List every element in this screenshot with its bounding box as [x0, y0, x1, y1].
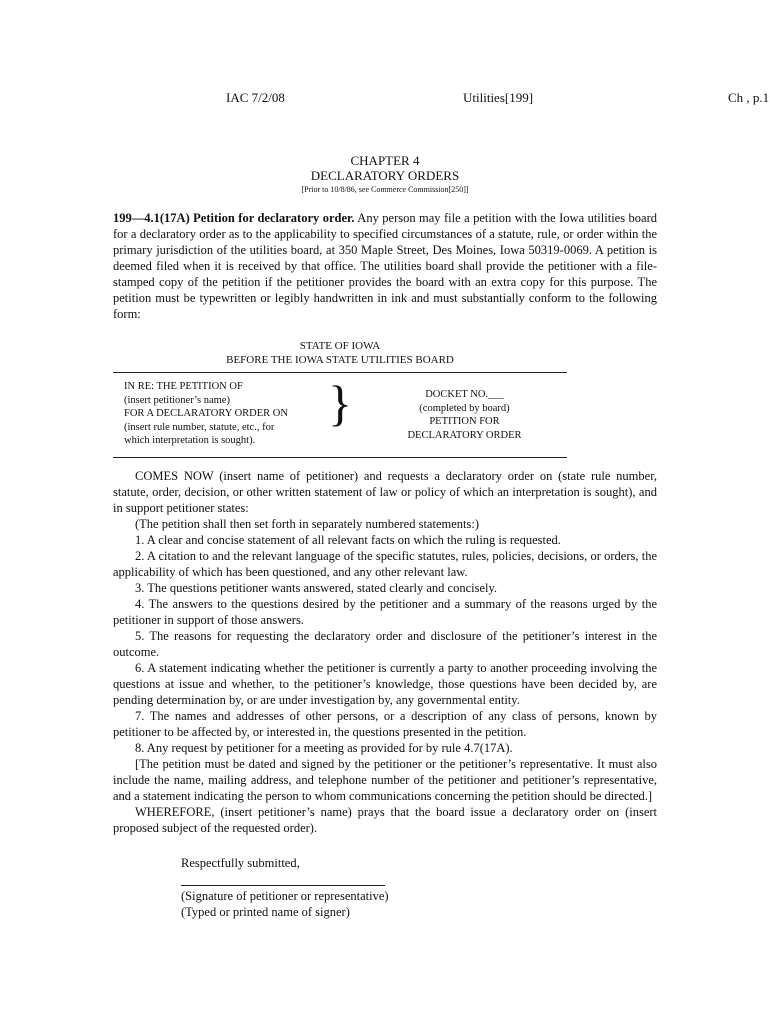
caption-left-block — [124, 380, 288, 448]
header-left-iac-date: IAC 7/2/08 — [226, 90, 285, 105]
caption-left-line: IN RE: THE PETITION OF — [124, 381, 243, 392]
caption-left-line: which interpretation is sought). — [124, 435, 256, 446]
header-agency: Utilities[199] — [463, 90, 534, 105]
numbered-statement: 7. The names and addresses of other persons, or a description of any class of persons, known by petitioner to be affected by, or interested in, the questions presented in the petition. — [113, 709, 657, 739]
docket-number: DOCKET NO.___ — [425, 389, 504, 400]
signature-line — [181, 885, 385, 886]
chapter-subtitle: DECLARATORY ORDERS — [310, 168, 460, 183]
caption-right-block — [397, 388, 532, 442]
numbered-statement: 6. A statement indicating whether the petitioner is currently a party to another proceeding involving the questions at issue and whether, to the petitioner’s knowledge, those questions have been decided by, are pending determination by, or are under investigation by, any governmental entity. — [113, 661, 657, 707]
numbered-statement: 5. The reasons for requesting the declaratory order and disclosure of the petitioner’s interest in the outcome. — [113, 629, 657, 659]
rule-text: Any person may file a petition with the Iowa utilities board for a declaratory order as to the applicability to specified circumstances of a statute, rule, or order within the primary jurisdiction of the utilities board, at 350 Maple Street, Des Moines, Iowa 50319-0069. A petition is deemed filed when it is received by that office. The utilities board shall provide the petitioner with a file-stamped copy of the petition if the petitioner provides the board with an extra copy for this purpose. The petition must be typewritten or legibly handwritten in ink and must substantially conform to the following form: — [113, 211, 657, 321]
chapter-note: [Prior to 10/8/86, see Commerce Commission[250]] — [301, 185, 469, 194]
docket-note: (completed by board) — [419, 402, 510, 414]
caption-left-line: (insert petitioner’s name) — [124, 394, 230, 406]
numbered-statement: 3. The questions petitioner wants answered, stated clearly and concisely. — [135, 581, 498, 595]
signature-caption: (Signature of petitioner or representative) — [181, 889, 389, 903]
petition-paragraph: [The petition must be dated and signed by the petitioner or the petitioner’s representative. It must also include the name, mailing address, and telephone number of the petitioner and petitioner’s representative, and a statement indicating the person to whom communications concerning the petition should be directed.] — [113, 757, 657, 803]
caption-brace: } — [328, 375, 352, 431]
numbered-statement: 1. A clear and concise statement of all relevant facts on which the ruling is requested. — [135, 533, 561, 547]
numbered-statement: 8. Any request by petitioner for a meeting as provided for by rule 4.7(17A). — [135, 741, 513, 755]
petition-title-line: PETITION FOR — [429, 416, 500, 427]
caption-left-line: (insert rule number, statute, etc., for — [124, 421, 275, 433]
caption-left-line: FOR A DECLARATORY ORDER ON — [124, 408, 288, 419]
closing-text: Respectfully submitted, — [181, 856, 300, 870]
signer-name-caption: (Typed or printed name of signer) — [181, 905, 350, 919]
form-board-heading: BEFORE THE IOWA STATE UTILITIES BOARD — [226, 354, 454, 366]
petition-paragraph: COMES NOW (insert name of petitioner) and requests a declaratory order on (state rule number, statute, order, decision, or other written statement of law or policy of which an interpretation is sought), and in support petitioner states: — [113, 469, 657, 515]
chapter-title: CHAPTER 4 — [350, 153, 420, 168]
rule-intro-paragraph — [113, 210, 657, 322]
petition-body — [113, 468, 657, 836]
numbered-statement: 2. A citation to and the relevant language of the specific statutes, rules, policies, decisions, or orders, the applicability of which has been questioned, and any other relevant law. — [113, 549, 657, 579]
form-caption-bottom-rule — [113, 457, 567, 458]
petition-paragraph: WHEREFORE, (insert petitioner’s name) prays that the board issue a declaratory order on (insert proposed subject of the requested order). — [113, 805, 657, 835]
form-state-heading: STATE OF IOWA — [299, 340, 381, 352]
rule-heading: 199—4.1(17A) Petition for declaratory order. — [113, 211, 355, 225]
form-caption-top-rule — [113, 372, 567, 373]
header-page-number: Ch , p.1 — [728, 90, 770, 105]
petition-title-line: DECLARATORY ORDER — [407, 429, 522, 441]
numbered-statement: 4. The answers to the questions desired by the petitioner and a summary of the reasons urged by the petitioner in support of those answers. — [113, 597, 657, 627]
petition-paragraph: (The petition shall then set forth in separately numbered statements:) — [135, 517, 479, 531]
